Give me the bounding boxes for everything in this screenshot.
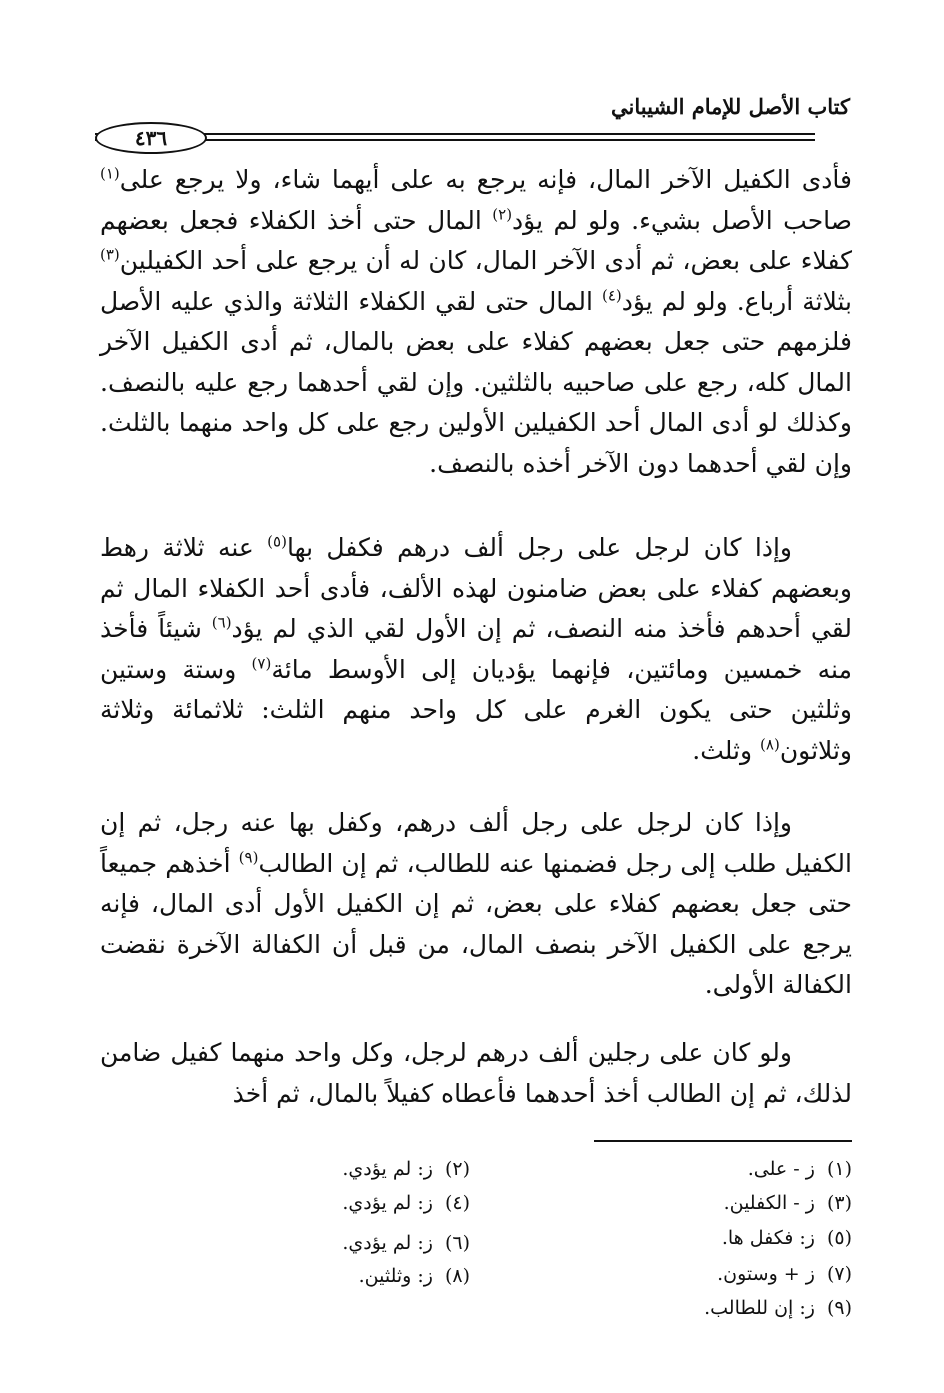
paragraph-2	[100, 528, 852, 771]
footnote-number: (٩)	[826, 1297, 852, 1319]
footnote-ref[interactable]: (٥)	[267, 532, 287, 551]
footnote-separator	[594, 1140, 852, 1142]
footnote-number: (٤)	[444, 1192, 470, 1214]
footnote-text: ز - الكفلين.	[723, 1192, 815, 1214]
paragraph-1	[100, 160, 852, 484]
footnote-text: ز: إن للطالب.	[704, 1297, 815, 1319]
footnote-ref[interactable]: (١)	[100, 164, 120, 183]
text-run: بثلاثة أرباع. ولو لم يؤد	[621, 286, 852, 316]
footnote-ref[interactable]: (٧)	[251, 654, 272, 673]
footnote	[748, 1158, 852, 1180]
paragraph-3	[100, 803, 852, 1006]
footnote-text: ز: وثلثين.	[358, 1265, 433, 1287]
footnote-number: (٣)	[826, 1192, 852, 1214]
footnote-text: ز: لم يؤدي.	[342, 1232, 433, 1254]
footnote-number: (٢)	[444, 1158, 470, 1180]
footnote-number: (٦)	[444, 1232, 470, 1254]
text-run: فأدى الكفيل الآخر المال، فإنه يرجع به على أيهما شاء، ولا يرجع على	[119, 165, 852, 194]
header-rule	[95, 126, 850, 150]
text-run: أخذهم جميعاً حتى جعل بعضهم كفلاء على بعض، ثم إن الكفيل الأول أدى المال، فإنه يرجع على الكفيل الآخر بنصف المال، من قبل أن الكفالة الآخرة نقضت الكفالة الأولى.	[100, 848, 852, 999]
footnote-ref[interactable]: (٣)	[100, 245, 120, 264]
footnote	[359, 1265, 470, 1287]
footnote	[342, 1158, 470, 1180]
text-run: المال حتى أخذ الكفلاء فجعل بعضهم كفلاء على بعض، ثم أدى الآخر المال، كان له أن يرجع على أحد الكفيلين	[100, 205, 852, 275]
footnote-ref[interactable]: (٨)	[760, 735, 780, 754]
footnote	[722, 1227, 852, 1249]
text-run: وستة وستين وثلثين حتى يكون الغرم على كل واحد منهم الثلث: ثلاثمائة وثلاثة وثلاثون	[100, 654, 852, 765]
page-number: ٤٣٦	[95, 122, 207, 154]
footnote-number: (٧)	[826, 1263, 852, 1285]
footnote	[724, 1192, 852, 1214]
text-run: شيئاً فأخذ منه خمسين ومائتين، فإنهما يؤديان إلى الأوسط مائة	[100, 614, 852, 684]
footnote-ref[interactable]: (٩)	[238, 848, 259, 867]
footnote-text: ز: لم يؤدي.	[342, 1158, 433, 1180]
page-header	[95, 92, 850, 152]
footnote-text: ز - على.	[747, 1158, 815, 1180]
footnote-number: (١)	[826, 1158, 852, 1180]
footnote	[342, 1232, 470, 1254]
text-run: المال حتى لقي الكفلاء الثلاثة والذي عليه الأصل فلزمهم حتى جعل بعضهم كفلاء على بعض بالمال، ثم أدى الكفيل الآخر المال كله، رجع على صاحبيه بالثلثين. وإن لقي أحدهما رجع عليه بالنصف. وكذلك لو أدى المال أحد الكفيلين الأولين رجع على كل واحد منهما بالثلث. وإن لقي أحدهما دون الآخر أخذه بالنصف.	[100, 286, 852, 478]
footnote-ref[interactable]: (٦)	[211, 613, 232, 632]
footnote	[342, 1192, 470, 1214]
footnote-text: ز: لم يؤدي.	[342, 1192, 433, 1214]
paragraph-4	[100, 1033, 852, 1114]
footnote-ref[interactable]: (٤)	[601, 286, 622, 305]
text-run: وإذا كان لرجل على رجل ألف درهم فكفل بها	[286, 533, 792, 562]
text-run: وإذا كان لرجل على رجل ألف درهم، وكفل بها عنه رجل، ثم إن الكفيل طلب إلى رجل فضمنها عنه للطالب، ثم إن الطالب	[100, 808, 852, 878]
book-title: كتاب الأصل للإمام الشيباني	[611, 94, 850, 119]
footnote-text: ز + وستون.	[717, 1263, 815, 1285]
footnote-number: (٨)	[444, 1265, 470, 1287]
footnote	[717, 1263, 852, 1285]
footnote-ref[interactable]: (٢)	[492, 205, 513, 224]
footnote-text: ز: فكفل ها.	[721, 1227, 815, 1249]
footnote	[704, 1297, 852, 1319]
text-run: وثلث.	[692, 735, 761, 765]
text-run: صاحب الأصل بشيء. ولو لم يؤد	[512, 205, 852, 235]
text-run: عنه ثلاثة رهط وبعضهم كفلاء على بعض ضامنون لهذه الألف، فأدى أحد الكفلاء المال ثم لقي أحدهم فأخذ منه النصف، ثم إن الأول لقي الذي لم يؤد	[100, 533, 852, 643]
text-run: ولو كان على رجلين ألف درهم لرجل، وكل واحد منهما كفيل ضامن لذلك، ثم إن الطالب أخذ أحدهما فأعطاه كفيلاً بالمال، ثم أخذ	[100, 1038, 852, 1108]
footnote-number: (٥)	[826, 1227, 852, 1249]
